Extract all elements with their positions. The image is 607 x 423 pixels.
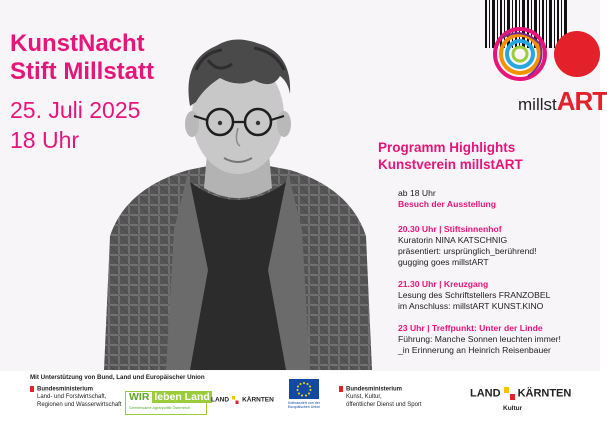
program-item-line: im Anschluss: millstART KUNST.KINO (398, 301, 544, 311)
program-item-time: ab 18 Uhr (398, 188, 436, 198)
ministry-culture-line1: Bundesministerium (346, 386, 403, 393)
program-title-line1: Programm Highlights (378, 140, 516, 155)
program-item-line: gugging goes millstART (398, 257, 489, 267)
portrait-photo (104, 30, 372, 370)
logo-word-art: ART (556, 86, 607, 116)
kaernten-text: KÄRNTEN (242, 396, 274, 404)
wir-leben-land-text (129, 391, 212, 403)
eu-caption-line2: Europäischen Union (287, 405, 321, 410)
logo-word-plain: millst (518, 95, 557, 114)
program-item-heading: 21.30 Uhr | Kreuzgang (398, 279, 489, 289)
program-title-line2: Kunstverein millstART (378, 157, 523, 172)
austria-eagle-icon (30, 386, 34, 392)
sponsor-footer (0, 371, 600, 423)
event-time: 18 Uhr (10, 127, 80, 153)
leben-land-text: leben Land (154, 391, 210, 403)
kaernten-flag-icon (504, 387, 515, 400)
eu-caption-line1: Kofinanziert von der (288, 401, 320, 405)
program-item-line: _in Erinnerung an Heinrich Reisenbauer (398, 345, 551, 355)
ministry-agriculture-line1: Bundesministerium (37, 386, 94, 393)
land-text: LAND (470, 387, 501, 400)
kultur-label: Kultur (503, 405, 523, 412)
kaernten-flag-icon (232, 396, 239, 404)
kaernten-text: KÄRNTEN (517, 387, 572, 400)
wir-leben-land-subtitle: Gemeinsame Agrarpolitik Österreich (129, 406, 190, 410)
program-item-line: präsentiert: ursprünglich_berührend! (398, 246, 537, 256)
land-kaernten-kultur-logo (470, 387, 571, 400)
ministry-agriculture-line2: Land- und Forstwirtschaft, (37, 394, 107, 401)
program-item-line: Lesung des Schriftstellers FRANZOBEL (398, 290, 551, 300)
ministry-culture-logo (339, 386, 422, 409)
millstart-logo-text (518, 86, 607, 117)
austria-eagle-icon (339, 386, 343, 392)
program-item-heading: Besuch der Ausstellung (398, 199, 497, 209)
program-item (398, 188, 598, 210)
program-item (398, 224, 598, 268)
ministry-culture-line3: öffentlicher Dienst und Sport (346, 401, 422, 408)
program-item-line: Führung: Manche Sonnen leuchten immer! (398, 334, 561, 344)
land-kaernten-logo (211, 396, 274, 404)
millstart-logo-icon (482, 16, 600, 96)
event-title-line2: Stift Millstatt (10, 58, 154, 85)
event-date: 25. Juli 2025 (10, 97, 141, 123)
support-note: Mit Unterstützung von Bund, Land und Europäischer Union (30, 374, 205, 381)
wir-text: WIR (129, 391, 150, 403)
ministry-culture-line2: Kunst, Kultur, (346, 394, 382, 401)
eu-caption (284, 401, 324, 409)
event-title-line1: KunstNacht (10, 30, 145, 57)
ministry-agriculture-logo (30, 386, 121, 409)
eu-flag-icon (289, 379, 319, 399)
program-item-line: Kuratorin NINA KATSCHNIG (398, 235, 508, 245)
program-item (398, 279, 598, 312)
program-item (398, 323, 598, 356)
program-item-heading: 20.30 Uhr | Stiftsinnenhof (398, 224, 502, 234)
program-item-heading: 23 Uhr | Treffpunkt: Unter der Linde (398, 323, 543, 333)
ministry-agriculture-line3: Regionen und Wasserwirtschaft (37, 401, 122, 408)
program-title (378, 139, 523, 173)
land-text: LAND (211, 396, 230, 404)
